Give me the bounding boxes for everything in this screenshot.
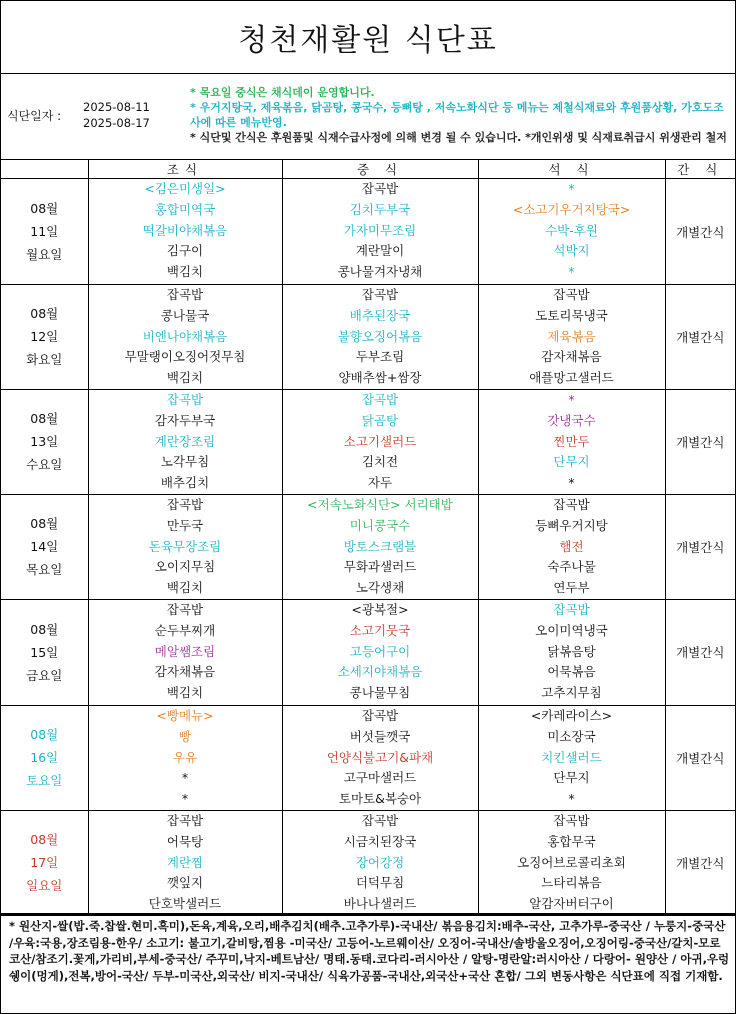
dinner-cell	[478, 179, 665, 285]
date-label: 식단일자 :	[7, 109, 62, 123]
lunch-cell	[282, 599, 478, 705]
menu-item: 깻잎지	[166, 875, 204, 891]
menu-item: 계란말이	[355, 243, 405, 259]
menu-item: 순두부찌개	[154, 622, 216, 638]
menu-item: 메알쌤조림	[154, 643, 216, 659]
menu-item: 잡곡밥	[361, 287, 399, 302]
menu-item: 잡곡밥	[361, 707, 399, 723]
menu-item: 시금치된장국	[343, 833, 417, 849]
lunch-cell	[282, 494, 478, 599]
breakfast-cell	[88, 810, 282, 915]
dinner-cell	[478, 705, 665, 810]
breakfast-cell	[88, 389, 282, 494]
menu-item: 언양식불고기&파채	[326, 749, 434, 765]
menu-item: *	[181, 770, 189, 786]
page-title: 청천재활원 식단표	[1, 1, 735, 74]
day-cell	[1, 705, 88, 810]
header-dinner: 석 식	[478, 159, 665, 179]
day-weekday: 화요일	[26, 352, 63, 368]
day-weekday: 토요일	[26, 773, 63, 789]
menu-item: 갓냉국수	[547, 412, 596, 428]
menu-item: 김치전	[361, 454, 399, 470]
menu-item: 도토리묵냉국	[535, 307, 608, 323]
menu-item: 애플망고샐러드	[529, 370, 614, 386]
menu-item: 자두	[367, 475, 393, 491]
menu-item: 홍합미역국	[154, 201, 216, 217]
menu-item: 수박-후원	[545, 222, 598, 238]
snack-cell: 개별간식	[665, 705, 735, 810]
snack-cell: 개별간식	[665, 179, 735, 285]
menu-item: 방토스크램블	[343, 538, 417, 554]
menu-item: 미소장국	[547, 728, 596, 744]
menu-item: 떡갈비야채볶음	[142, 222, 228, 238]
menu-item: 제육볶음	[547, 328, 596, 344]
menu-item: 잡곡밥	[553, 496, 590, 512]
menu-item: 토마토&복숭아	[338, 791, 422, 807]
menu-item: 단무지	[553, 770, 590, 786]
menu-item: 콩나물무침	[349, 685, 411, 701]
dinner-cell	[478, 599, 665, 705]
menu-item: 오징어브로콜리초회	[517, 854, 626, 870]
day-date: 14일	[30, 539, 59, 555]
header-lunch: 중 식	[282, 159, 478, 179]
menu-item: 버섯들깻국	[349, 728, 411, 744]
snack-cell: 개별간식	[665, 810, 735, 915]
day-weekday: 수요일	[26, 457, 63, 473]
day-date: 15일	[30, 644, 59, 660]
day-cell	[1, 494, 88, 599]
snack-cell: 개별간식	[665, 599, 735, 705]
menu-item: 장어강정	[355, 854, 405, 870]
snack-cell: 개별간식	[665, 389, 735, 494]
menu-item: <광복절>	[351, 601, 409, 617]
breakfast-cell	[88, 179, 282, 285]
breakfast-cell	[88, 285, 282, 390]
menu-item: 잡곡밥	[361, 391, 399, 407]
menu-item: 김치두부국	[349, 201, 411, 217]
dinner-cell	[478, 494, 665, 599]
menu-item: 배추된장국	[349, 307, 411, 323]
breakfast-cell	[88, 599, 282, 705]
day-row	[1, 599, 735, 705]
menu-item: 햄전	[559, 538, 584, 554]
menu-item: 단호박샐러드	[148, 896, 222, 912]
header-row	[1, 159, 735, 179]
menu-item: *	[181, 791, 189, 807]
menu-item: 석박지	[553, 243, 590, 259]
footer-divider	[1, 913, 735, 915]
day-row	[1, 810, 735, 915]
lunch-cell	[282, 285, 478, 390]
note-line: * 식단및 간식은 후원품및 식재수급사정에 의해 변경 될 수 있습니다. *개인위생 및 식재료취급시 위생관리 철저	[190, 131, 727, 144]
dinner-cell	[478, 285, 665, 390]
day-month: 08월	[30, 306, 59, 322]
menu-item: *	[568, 391, 575, 407]
menu-item: 가자미무조림	[343, 222, 417, 238]
day-weekday: 목요일	[26, 562, 63, 578]
lunch-cell	[282, 389, 478, 494]
menu-item: 단무지	[553, 454, 590, 470]
menu-item: 고구마샐러드	[343, 770, 417, 786]
menu-item: 알감자버터구이	[529, 896, 614, 912]
lunch-cell	[282, 179, 478, 285]
lunch-cell	[282, 705, 478, 810]
menu-item: <김은미생일>	[144, 181, 226, 196]
menu-item: 잡곡밥	[166, 601, 204, 617]
day-row	[1, 389, 735, 494]
day-cell	[1, 389, 88, 494]
menu-item: 숙주나물	[547, 559, 596, 575]
menu-item: 계란장조림	[154, 433, 216, 449]
menu-table	[1, 159, 735, 916]
day-cell	[1, 179, 88, 285]
menu-item: 잡곡밥	[166, 287, 204, 302]
menu-item: 잡곡밥	[553, 812, 590, 828]
menu-item: <카레라이스>	[530, 707, 613, 723]
menu-item: 콩나물겨자냉채	[337, 264, 423, 280]
menu-item: 등뼈우거지탕	[535, 517, 608, 533]
day-weekday: 월요일	[26, 247, 63, 262]
menu-item: 소고기샐러드	[343, 433, 417, 449]
header-snack: 간 식	[665, 159, 735, 179]
menu-item: 돈육무장조림	[148, 538, 222, 554]
menu-item: 닭볶음탕	[547, 643, 596, 659]
menu-item: 백김치	[166, 264, 204, 280]
day-month: 08월	[30, 832, 59, 848]
menu-item: 잡곡밥	[553, 601, 590, 617]
menu-item: 감자채볶음	[541, 349, 602, 365]
notes	[190, 85, 730, 145]
menu-item: 백김치	[166, 685, 204, 701]
lunch-cell	[282, 810, 478, 915]
menu-item: 빵	[178, 728, 192, 744]
menu-item: 더덕무침	[355, 875, 405, 891]
dinner-cell	[478, 389, 665, 494]
menu-item: 느타리볶음	[541, 875, 602, 891]
date-range	[83, 99, 150, 131]
day-row	[1, 179, 735, 285]
day-month: 08월	[30, 201, 59, 216]
menu-item: 만두국	[166, 517, 204, 533]
menu-item: <소고기우거지탕국>	[512, 201, 631, 217]
menu-item: 콩나물국	[160, 307, 210, 323]
menu-item: 잡곡밥	[361, 181, 399, 196]
day-month: 08월	[30, 727, 59, 743]
menu-item: 소고기뭇국	[349, 622, 411, 638]
menu-item: 잡곡밥	[361, 812, 399, 828]
day-month: 08월	[30, 621, 59, 637]
menu-item: 노각무침	[160, 454, 210, 470]
menu-item: 바나나샐러드	[343, 896, 417, 912]
menu-item: <빵메뉴>	[156, 707, 214, 723]
menu-item: 잡곡밥	[553, 287, 590, 302]
date-end: 2025-08-17	[83, 116, 150, 130]
menu-item: 감자채볶음	[154, 664, 216, 680]
menu-item: 계란찜	[166, 854, 204, 870]
menu-item: <저속노화식단> 서리태밥	[307, 496, 453, 512]
day-date: 16일	[30, 750, 59, 766]
menu-item: 찐만두	[553, 433, 590, 449]
menu-item: 오이지무침	[154, 559, 216, 575]
date-start: 2025-08-11	[83, 100, 150, 114]
menu-item: 잡곡밥	[166, 391, 204, 407]
day-weekday: 일요일	[26, 878, 63, 894]
menu-item: 무화과샐러드	[343, 559, 417, 575]
day-cell	[1, 285, 88, 390]
menu-item: *	[568, 181, 575, 196]
menu-item: 잡곡밥	[166, 496, 204, 512]
origin-note: * 원산지-쌀(밥.죽.찹쌀.현미.흑미),돈육,계육,오리,배추김치(배추.고추가루)-국내산/ 볶음용김치:배추-국산, 고추가루-중국산 / 누룽지-중국산 /우육:국용,장조림용-한우/ 소고기: 불고기,갈비탕,찜용 -미국산/ 고등어-노르웨이산/ 오징어-국내산/솔방울오징어,오징어링-중국산/갈치-모로코산/참조기.꽃게,가리비,부세-중국산/ 주꾸미,낙지-베트남산/ 명태.동태.코다리-러시아산 / 알탕-명란알:러시아산 / 다랑어- 원양산 / 아귀,우렁쉥이(멍게),전복,방어-국산/ 두부-미국산,외국산/ 비지-국내산/ 식육가공품-국내산,외국산+국산 혼합/ 그외 변동사항은 식단표에 직접 기재함.	[9, 919, 730, 983]
day-weekday: 금요일	[26, 667, 63, 683]
snack-cell: 개별간식	[665, 285, 735, 390]
day-month: 08월	[30, 516, 59, 532]
menu-item: 연두부	[553, 580, 590, 596]
day-cell	[1, 599, 88, 705]
menu-item: 무말랭이오징어젓무침	[124, 349, 246, 365]
note-line: * 목요일 중식은 채식데이 운영합니다.	[190, 86, 375, 99]
day-date: 13일	[30, 434, 59, 450]
breakfast-cell	[88, 494, 282, 599]
header-day	[1, 159, 88, 179]
header-breakfast: 조식	[88, 159, 282, 179]
menu-item: *	[568, 791, 575, 807]
menu-item: 소세지야채볶음	[337, 664, 423, 680]
menu-item: 노각생채	[355, 580, 405, 596]
snack-cell: 개별간식	[665, 494, 735, 599]
day-row	[1, 494, 735, 599]
day-cell	[1, 810, 88, 915]
menu-item: 치킨샐러드	[541, 749, 602, 765]
menu-item: 닭곰탕	[361, 412, 399, 428]
menu-item: 배추김치	[160, 475, 210, 491]
day-row	[1, 285, 735, 390]
menu-item: 양배추쌈+쌈장	[338, 370, 422, 386]
menu-item: 어묵볶음	[547, 664, 596, 680]
menu-item: 홍합무국	[547, 833, 596, 849]
day-month: 08월	[30, 411, 59, 427]
menu-item: 두부조림	[355, 349, 405, 365]
menu-item: 감자두부국	[154, 412, 216, 428]
menu-item: 어묵탕	[166, 833, 204, 849]
day-date: 17일	[30, 855, 59, 871]
menu-item: *	[568, 264, 575, 280]
menu-item: 오이미역냉국	[535, 622, 608, 638]
menu-item: 불향오징어볶음	[337, 328, 423, 344]
menu-item: 미니콩국수	[349, 517, 411, 533]
menu-item: 고추지무침	[541, 685, 602, 701]
menu-item: 김구이	[166, 243, 204, 259]
menu-item: 백김치	[166, 580, 204, 596]
menu-item: *	[568, 475, 575, 491]
info-section	[1, 73, 735, 160]
day-row	[1, 705, 735, 810]
menu-item: 비엔나야채볶음	[142, 328, 228, 344]
menu-item: 고등어구이	[349, 643, 411, 659]
dinner-cell	[478, 810, 665, 915]
breakfast-cell	[88, 705, 282, 810]
menu-item: 잡곡밥	[166, 812, 204, 828]
day-date: 11일	[30, 224, 59, 239]
note-line: * 우거지탕국, 제육볶음, 닭곰탕, 콩국수, 등뼈탕 , 저속노화식단 등 메뉴는 제철식재료와 후원품상황, 가호도조사에 따른 메뉴반영.	[190, 101, 724, 129]
day-date: 12일	[30, 329, 59, 345]
menu-item: 백김치	[166, 370, 204, 386]
menu-item: 우유	[172, 749, 198, 765]
